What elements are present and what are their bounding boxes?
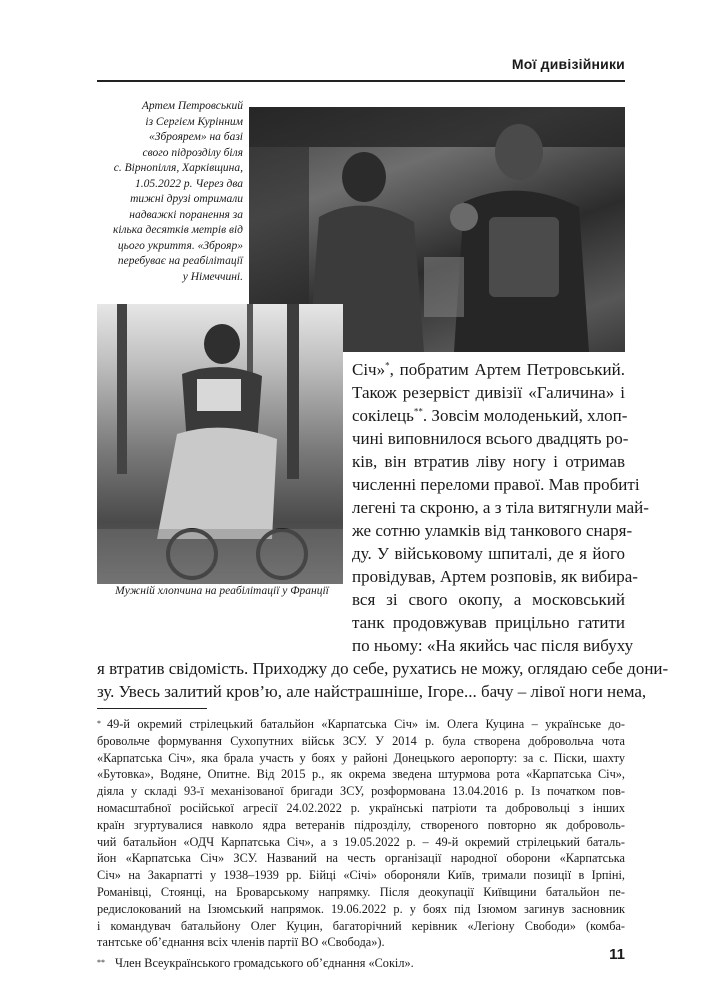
caption-line: «Зброярем» на базі xyxy=(149,131,243,143)
caption-line: із Сергієм Курінним xyxy=(145,115,243,128)
caption-line: цього укриття. «Зброяр» xyxy=(117,239,243,252)
body-line: ду. У військовому шпиталі, де я його xyxy=(352,544,625,563)
footnote-rule xyxy=(97,708,207,709)
body-line: сокілець**. Зовсім молоденький, хлоп- xyxy=(352,406,628,425)
footnotes xyxy=(97,716,625,972)
body-line: Січ»*, побратим Артем Петровський. xyxy=(352,360,625,379)
body-line: танк продовжував прицільно гатити xyxy=(352,613,625,632)
caption-line: свого підрозділу біля xyxy=(142,146,243,159)
caption-line: тижні друзі отримали xyxy=(130,193,243,205)
photo-caption-1 xyxy=(100,99,243,285)
footnote-2: ** Член Всеукраїнського громадського об’єднання «Сокіл». xyxy=(97,956,414,971)
body-line: провідував, Артем розповів, як вибира- xyxy=(352,567,638,586)
photo-soldier-in-wheelchair xyxy=(97,304,343,584)
body-line: Також резервіст дивізії «Галичина» і xyxy=(352,383,625,402)
page-number: 11 xyxy=(609,946,625,963)
body-line: я втратив свідомість. Приходжу до себе, рухатись не можу, оглядаю себе дони- xyxy=(97,659,669,678)
body-line: по ньому: «На якийсь час після вибуху xyxy=(352,636,634,655)
body-line: же сотню уламків від танкового снаря- xyxy=(352,521,633,540)
footnote-1: * 49-й окремий стрілецький батальйон «Карпатська Січ» ім. Олега Куцина – українське до- бровольче формування Сухопутних військ ЗСУ. У 2014 р. була створена добровольча чота «Карпатська Січ», яка брала участь у боях у районі Донецького аеропорту: за с. Піски, шахту «Бутовка», Водяне, Опитне. Від 2015 р., як окрема зведена штурмова рота «Карпатська Січ», діяла у складі 93-ї механізованої бригади ЗСУ, розформована 13.04.2016 р. Із початком пов- номасштабної російської агресії 24.02.2022 р. українські патріоти та добровольці з інших країн згуртувалися навколо ядра ветеранів підрозділу, створеного повторно як доброволь- чий батальйон «ОДЧ Карпатська Січ», а з 19.05.2022 р. – 49-й окремий стрілецький баталь- йон «Карпатська Січ» ЗСУ. Названий на честь організації народної оборони «Карпатська Січ» на Закарпатті у 1938–1939 рр. Бійці «Січі» обороняли Київ, тримали позиції в Ірпіні, Романівці, Стоянці, на Броварському напрямку. Після деокупації Київщини батальйон пе- редислокований на Ізюмський напрямок. 19.06.2022 р. у боях під Ізюмом загинув засновник і командувач батальйону Олег Куцин, багаторічний керівник «Легіону Свободи» (комба- тантське об’єднання всіх членів партії ВО «Свобода»). xyxy=(97,717,625,950)
caption-line: Артем Петровський xyxy=(141,100,243,112)
footnote-ref-1: * xyxy=(385,360,390,371)
body-line: легені та скроню, а з тіла витягнули май- xyxy=(352,498,649,517)
photo-caption-2: Мужній хлопчина на реабілітації у Франції xyxy=(115,585,329,597)
body-line: чині виповнилося всього двадцять ро- xyxy=(352,429,629,448)
footnote-marker: * xyxy=(97,719,101,728)
body-line: зу. Увесь залитий кров’ю, але найстрашніше, Ігоре... бачу – лівої ноги нема, xyxy=(97,682,647,701)
running-header-title: Мої дивізійники xyxy=(511,56,625,72)
caption-line: кілька десятків метрів від xyxy=(112,224,243,236)
footnote-marker: ** xyxy=(97,958,105,968)
caption-line: у Німеччині. xyxy=(182,270,243,283)
caption-line: 1.05.2022 р. Через два xyxy=(135,177,243,190)
caption-line: перебуває на реабілітації xyxy=(117,255,243,267)
header-rule xyxy=(97,80,625,82)
footnote-ref-2: ** xyxy=(413,406,423,417)
caption-line: надважкі поранення за xyxy=(129,208,243,221)
body-line: численні переломи правої. Мав пробиті xyxy=(352,475,640,494)
body-line: ків, він втратив ліву ногу і отримав xyxy=(352,452,625,471)
caption-line: с. Вірнопілля, Харківщина, xyxy=(113,162,243,174)
body-line: вся зі свого окопу, а московський xyxy=(352,590,625,609)
